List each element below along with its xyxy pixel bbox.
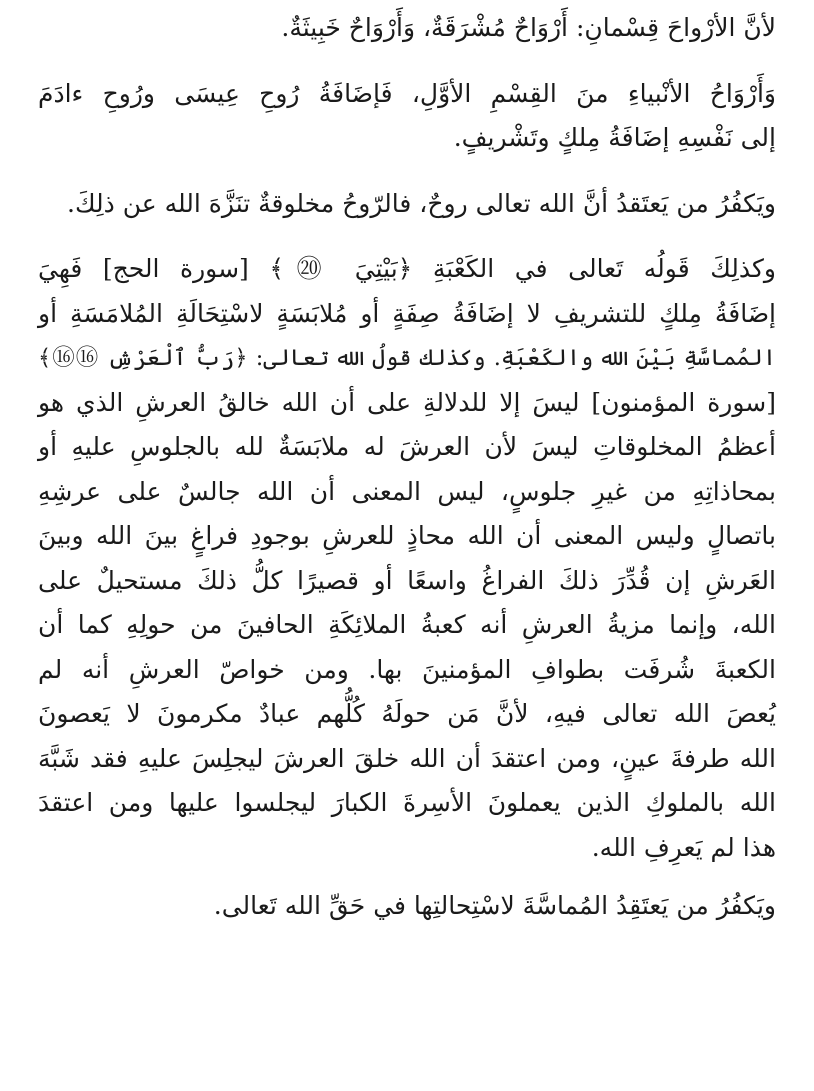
text-line: باتصالٍ وليس المعنى أن الله محاذٍ للعرشِ بوجودِ فراغٍ بينَ الله وبينَ (38, 521, 776, 550)
text-line: لأنَّ الأرْواحَ قِسْمانِ: أَرْوَاحٌ مُشْرَقَةٌ، وَأَرْوَاحٌ خَبِيثَةٌ. (281, 13, 776, 42)
text-line: [سورة المؤمنون] ليسَ إلا للدلالةِ على أن الله خالقُ العرشِ الذي هو (38, 387, 776, 417)
paragraph-kaaba-and-throne (38, 247, 776, 870)
text-line: بمحاذاتِهِ من غيرِ جلوسٍ، ليس المعنى أن الله جالسٌ على عرشِهِ (38, 476, 776, 506)
text-line: الكعبةَ شُرفَت بطوافِ المؤمنينَ بها. ومن خواصّ العرشِ أنه لم (38, 654, 776, 684)
paragraph-contact-impossible (38, 884, 776, 929)
text-line: هذا لم يَعرِفِ الله. (591, 832, 776, 862)
text-line: وَأَرْوَاحُ الأنْبياءِ منَ القِسْمِ الأوَّلِ، فَإضَافَةُ رُوحِ عِيسَى ورُوحِ ءادَمَ (38, 78, 776, 108)
paragraph-spirits-types (38, 6, 776, 51)
text-line: المُماسَّةِ بَيْنَ الله والكَعْبَةِ. وكذلك قولُ الله تعالى: ﴿رَبُّ ٱلْعَرْشِ ⑯⑯﴾ (38, 345, 776, 371)
text-line: أعظمُ المخلوقاتِ ليسَ لأن العرشَ له ملابَسَةٌ لله بالجلوسِ عليهِ أو (38, 432, 776, 461)
text-line: العَرشِ إن قُدِّرَ ذلكَ الفراغُ واسعًا أو قصيرًا كلُّ ذلكَ مستحيلٌ على (38, 565, 776, 595)
text-line: إلى نَفْسِهِ إضَافَةُ مِلكٍ وتَشْريفٍ. (453, 123, 776, 152)
paragraph-spirit-created (38, 182, 776, 227)
text-line: الله بالملوكِ الذين يعملونَ الأسِرةَ الكبارَ ليجلسوا عليها ومن اعتقدَ (38, 788, 776, 817)
text-line: الله، وإنما مزيةُ العرشِ أنه كعبةُ الملائِكَةِ الحافينَ من حولِهِ كما أن (38, 610, 776, 639)
text-line: وكذلِكَ قَولُه تَعالى في الكَعْبَةِ ﴿بَيْتِيَ ⑳﴾ [سورة الحج] فَهِيَ (38, 254, 776, 283)
text-line: الله طرفةَ عينٍ، ومن اعتقدَ أن الله خلقَ العرشَ ليجلِسَ عليهِ فقد شَبَّهَ (38, 743, 776, 773)
paragraph-prophets-spirits (38, 72, 776, 161)
text-line: إضَافَةُ مِلكٍ للتشريفِ لا إضَافَةُ صِفَةٍ أو مُلابَسَةٍ لاسْتِحَالَةِ المُلامَسَةِ أو (38, 298, 776, 328)
text-line: ويَكفُرُ من يَعتَقِدُ المُماسَّةَ لاسْتِحالتِها في حَقِّ الله تَعالى. (213, 891, 776, 920)
text-line: ويَكفُرُ من يَعتَقدُ أنَّ الله تعالى روحٌ، فالرّوحُ مخلوقةٌ تنَزَّهَ الله عن ذلِكَ. (67, 188, 776, 218)
text-line: يُعصَ الله تعالى فيهِ، لأنَّ مَن حولَهُ كُلُّهم عبادٌ مكرمونَ لا يَعصونَ (38, 699, 776, 728)
